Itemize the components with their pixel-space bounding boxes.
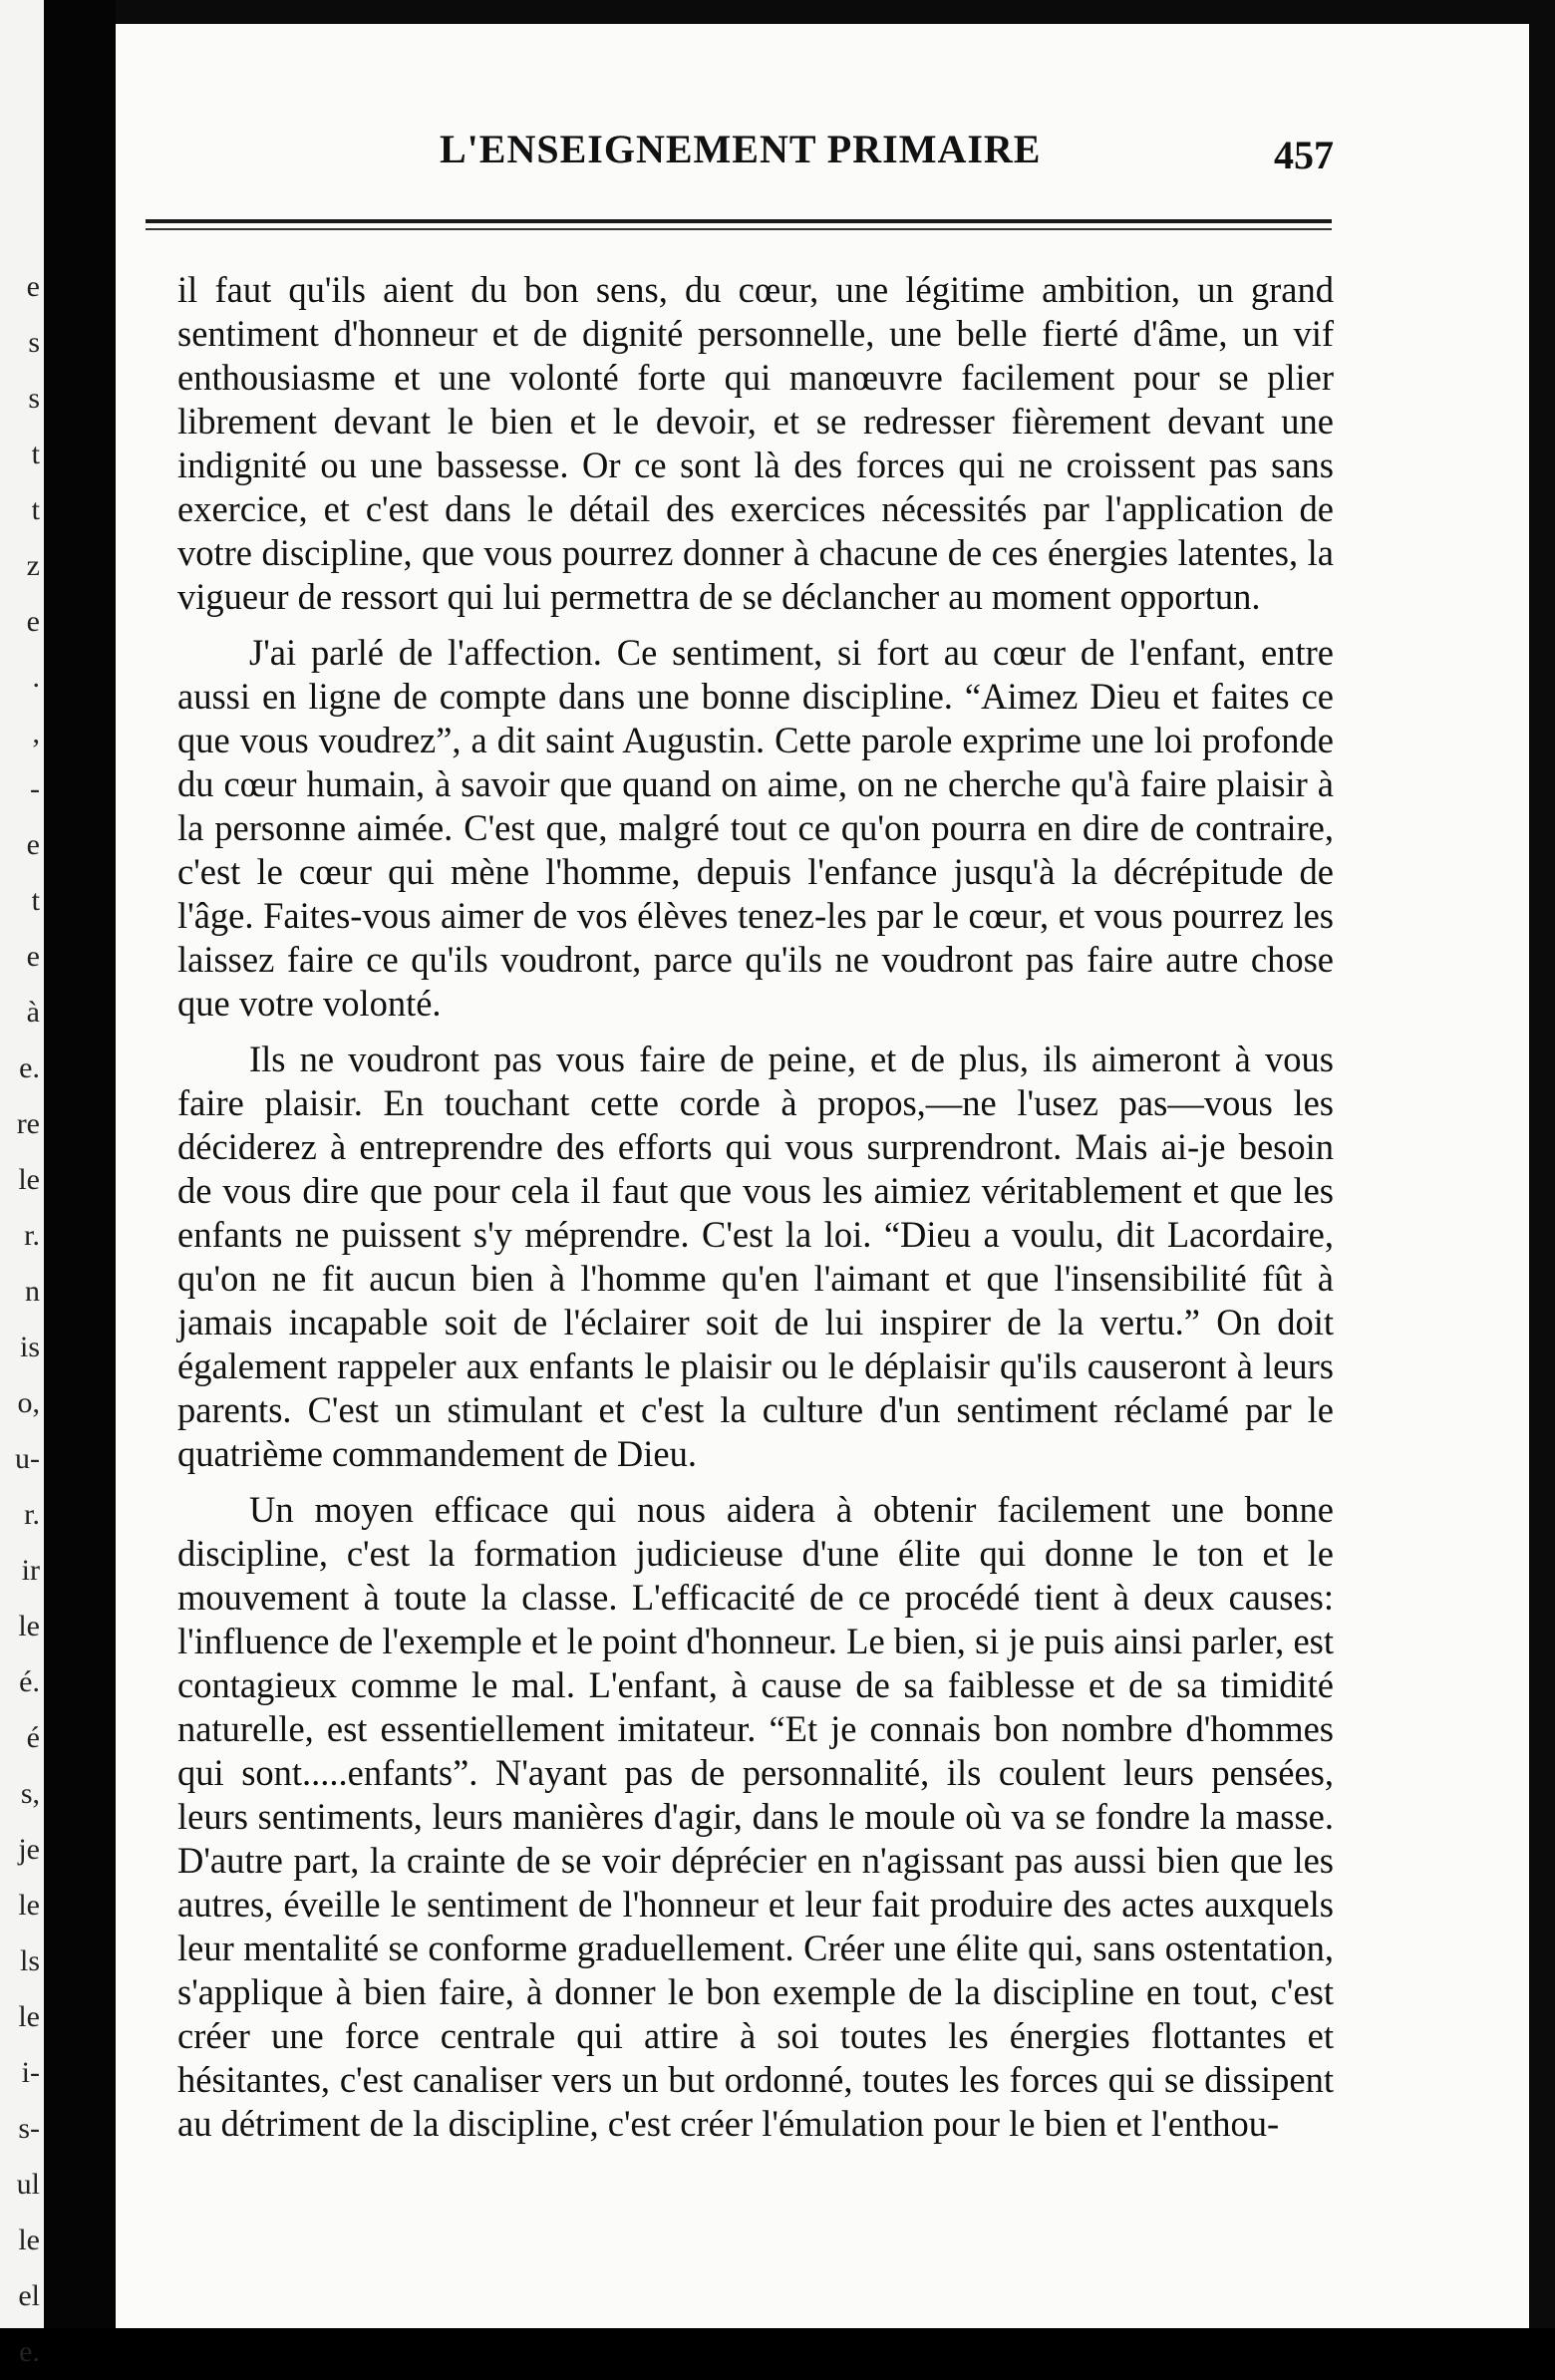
scan-top-border — [0, 0, 1555, 24]
book-gutter — [44, 0, 116, 2328]
facing-page-fragment: u- — [15, 1442, 40, 1475]
facing-page-fragment: - — [30, 772, 40, 805]
facing-page-fragment: s- — [18, 2112, 40, 2145]
facing-page-text — [0, 259, 44, 2380]
facing-page-fragment: le — [18, 1889, 40, 1922]
facing-page-fragment: e — [26, 940, 40, 973]
facing-page-fragment: t — [31, 493, 40, 526]
facing-page-fragment: é. — [19, 1665, 40, 1698]
facing-page-fragment: le — [18, 1610, 40, 1642]
facing-page-fragment: r. — [24, 1498, 40, 1531]
paragraph: J'ai parlé de l'affection. Ce sentiment, si fort au cœur de l'enfant, entre aussi en ligne de compte dans une bonne discipline. “Aimez Dieu et faites ce que vous voudrez”, a dit saint Augustin. Cette parole exprime une loi profonde du cœur humain, à savoir que quand on aime, on ne cherche qu'à faire plaisir à la personne aimée. C'est que, malgré tout ce qu'on pourra en dire de contraire, c'est le cœur qui mène l'homme, depuis l'enfance jusqu'à la décrépitude de l'âge. Faites-vous aimer de vos élèves tenez-les par le cœur, et vous pourrez les laissez faire ce qu'ils voudront, parce qu'ils ne voudront pas faire autre chose que votre volonté. — [177, 632, 1334, 1024]
paragraph: Ils ne voudront pas vous faire de peine, et de plus, ils aimeront à vous faire plaisir. En touchant cette corde à propos,—ne l'usez pas—vous les déciderez à entreprendre des efforts qui vous surprendront. Mais ai-je besoin de vous dire que pour cela il faut que vous les aimiez véritablement et que les enfants ne puissent s'y méprendre. C'est la loi. “Dieu a voulu, dit Lacordaire, qu'on ne fit aucun bien à l'homme qu'en l'aimant et que l'insensibilité fût à jamais incapable soit de l'éclairer soit de lui inspirer de la vertu.” On doit également rappeler aux enfants le plaisir ou le déplaisir qu'ils causeront à leurs parents. C'est un stimulant et c'est la culture d'un sentiment réclamé par le quatrième commandement de Dieu. — [177, 1039, 1334, 1474]
facing-page-fragment: le — [18, 2224, 40, 2256]
header-rule-thick — [146, 219, 1332, 223]
facing-page-fragment: t — [31, 884, 40, 917]
facing-page-fragment: ir — [21, 1554, 40, 1587]
facing-page-fragment: le — [18, 1163, 40, 1196]
facing-page-fragment: e — [26, 828, 40, 861]
header-rule-thin — [146, 228, 1332, 230]
facing-page-fragment: t — [31, 438, 40, 470]
facing-page-fragment: à — [26, 996, 40, 1029]
paragraph: il faut qu'ils aient du bon sens, du cœur, une légitime ambition, un grand sentiment d'honneur et de dignité personnelle, une belle fierté d'âme, un vif enthousiasme et une volonté forte qui manœuvre facilement pour se plier librement devant le bien et le devoir, et se redresser fièrement devant une indignité ou une bassesse. Or ce sont là des forces qui ne croissent pas sans exercice, et c'est dans le détail des exercices nécessités par l'application de votre discipline, que vous pourrez donner à chacune de ces énergies latentes, la vigueur de ressort qui lui permettra de se déclancher au moment opportun. — [177, 269, 1334, 617]
page-number: 457 — [1274, 133, 1334, 177]
facing-page-fragment: , — [32, 717, 40, 749]
facing-page-fragment: e. — [19, 2335, 40, 2368]
book-page — [116, 24, 1529, 2328]
facing-page-fragment: le — [18, 2000, 40, 2033]
facing-page-fragment: r. — [24, 1219, 40, 1252]
paragraph: Un moyen efficace qui nous aidera à obtenir facilement une bonne discipline, c'est la formation judicieuse d'une élite qui donne le ton et le mouvement à toute la classe. L'efficacité de ce procédé tient à deux causes: l'influence de l'exemple et le point d'honneur. Le bien, si je puis ainsi parler, est contagieux comme le mal. L'enfant, à cause de sa faiblesse et de sa timidité naturelle, est essentiellement imitateur. “Et je connais bon nombre d'hommes qui sont.....enfants”. N'ayant pas de personnalité, ils coulent leurs pensées, leurs sentiments, leurs manières d'agir, dans le moule où va se fondre la masse. D'autre part, la crainte de se voir déprécier en n'agissant pas aussi bien que les autres, éveille le sentiment de l'honneur et leur fait produire des actes auxquels leur mentalité se conforme graduellement. Créer une élite qui, sans ostentation, s'applique à bien faire, à donner le bon exemple de la discipline en tout, c'est créer une force centrale qui attire à soi toutes les énergies flottantes et hésitantes, c'est canaliser vers un but ordonné, toutes les forces qui se dissipent au détriment de la discipline, c'est créer l'émulation pour le bien et l'enthou- — [177, 1489, 1334, 2144]
scan-right-border — [1529, 0, 1555, 2328]
body-text — [177, 268, 1334, 2158]
facing-page-fragment: ul — [16, 2168, 40, 2201]
facing-page-fragment: e — [26, 270, 40, 303]
facing-page-fragment: je — [18, 1833, 40, 1866]
running-title: L'ENSEIGNEMENT PRIMAIRE — [440, 127, 1042, 171]
facing-page-fragment: s — [28, 326, 40, 359]
header-rule — [146, 219, 1332, 233]
facing-page-fragment: is — [19, 1331, 40, 1363]
facing-page-fragment: o, — [17, 1386, 40, 1419]
facing-page-fragment: s — [28, 382, 40, 415]
running-head — [116, 126, 1529, 185]
facing-page-fragment: e. — [19, 1051, 40, 1084]
facing-page-fragment: n — [25, 1275, 40, 1308]
facing-page-fragment: e — [26, 605, 40, 638]
facing-page-fragment: é — [26, 1721, 40, 1754]
facing-page-fragment: s, — [20, 1777, 40, 1810]
facing-page-fragment: el — [18, 2279, 40, 2312]
facing-page-fragment: z — [26, 549, 40, 582]
facing-page-fragment: . — [32, 661, 40, 694]
facing-page-fragment: i- — [21, 2056, 40, 2089]
facing-page-edge — [0, 0, 44, 2368]
facing-page-fragment: ls — [19, 1944, 40, 1977]
facing-page-fragment: re — [16, 1107, 40, 1140]
